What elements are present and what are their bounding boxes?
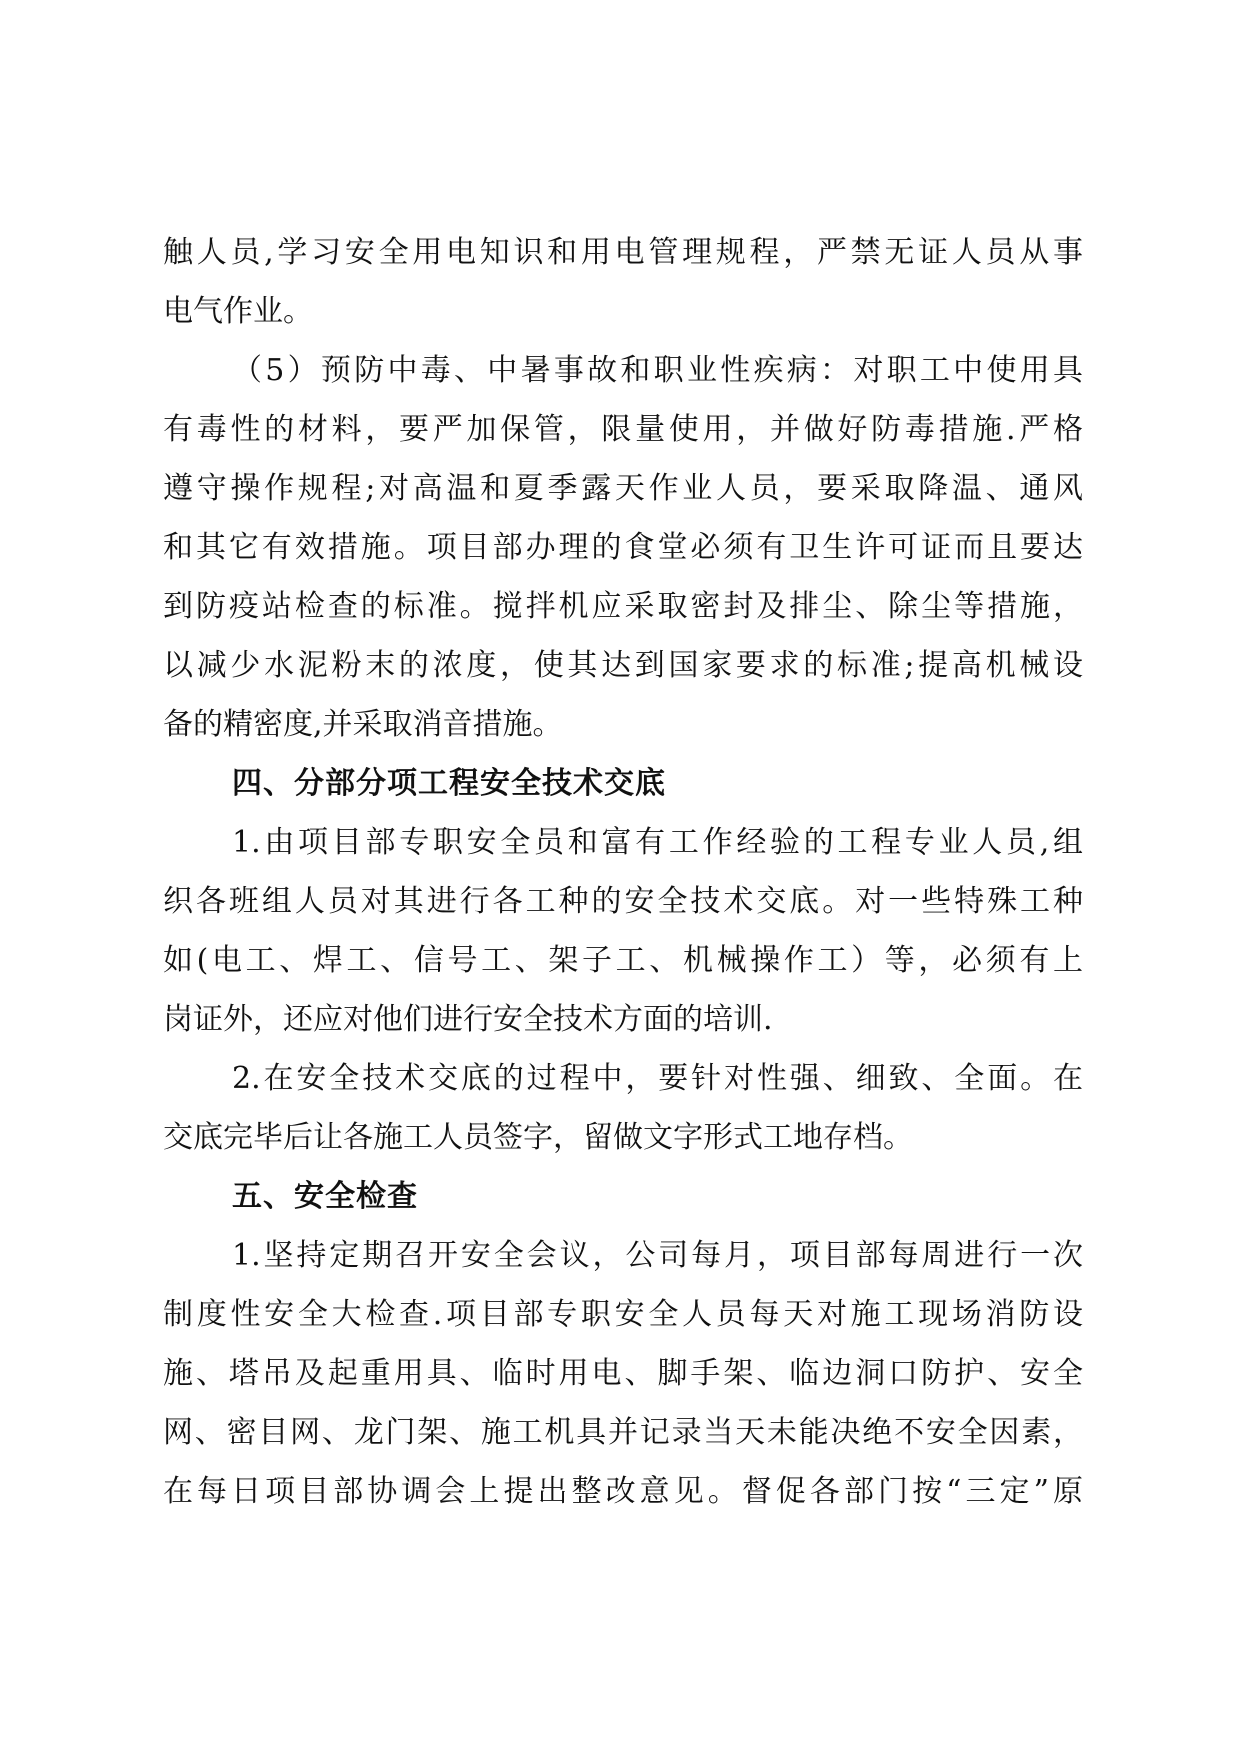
paragraph-line: 电气作业。	[163, 294, 313, 329]
paragraph-line: 制度性安全大检查.项目部专职安全人员每天对施工现场消防设	[163, 1297, 1083, 1332]
paragraph-line: 如(电工、焊工、信号工、架子工、机械操作工）等，必须有上	[163, 943, 1083, 978]
paragraph-line: 2.在安全技术交底的过程中，要针对性强、细致、全面。在	[232, 1061, 1083, 1096]
paragraph-line: 以减少水泥粉末的浓度，使其达到国家要求的标准;提高机械设	[163, 648, 1083, 683]
paragraph-line: 到防疫站检查的标准。搅拌机应采取密封及排尘、除尘等措施，	[163, 589, 1083, 624]
paragraph-line: （5）预防中毒、中暑事故和职业性疾病：对职工中使用具	[232, 353, 1083, 388]
paragraph-line: 和其它有效措施。项目部办理的食堂必须有卫生许可证而且要达	[163, 530, 1083, 565]
paragraph-line: 施、塔吊及起重用具、临时用电、脚手架、临边洞口防护、安全	[163, 1356, 1083, 1391]
section-heading: 五、安全检查	[232, 1179, 418, 1214]
paragraph-line: 触人员,学习安全用电知识和用电管理规程，严禁无证人员从事	[163, 235, 1083, 270]
paragraph-line: 备的精密度,并采取消音措施。	[163, 707, 563, 742]
section-heading: 四、分部分项工程安全技术交底	[232, 766, 666, 801]
paragraph-line: 遵守操作规程;对高温和夏季露天作业人员，要采取降温、通风	[163, 471, 1083, 506]
paragraph-line: 网、密目网、龙门架、施工机具并记录当天未能决绝不安全因素，	[163, 1415, 1083, 1450]
paragraph-line: 有毒性的材料，要严加保管，限量使用，并做好防毒措施.严格	[163, 412, 1083, 447]
paragraph-line: 1.由项目部专职安全员和富有工作经验的工程专业人员,组	[232, 825, 1083, 860]
paragraph-line: 1.坚持定期召开安全会议，公司每月，项目部每周进行一次	[232, 1238, 1083, 1273]
paragraph-line: 在每日项目部协调会上提出整改意见。督促各部门按“三定”原	[163, 1474, 1083, 1509]
paragraph-line: 织各班组人员对其进行各工种的安全技术交底。对一些特殊工种	[163, 884, 1083, 919]
paragraph-line: 岗证外，还应对他们进行安全技术方面的培训.	[163, 1002, 773, 1037]
paragraph-line: 交底完毕后让各施工人员签字，留做文字形式工地存档。	[163, 1120, 913, 1155]
